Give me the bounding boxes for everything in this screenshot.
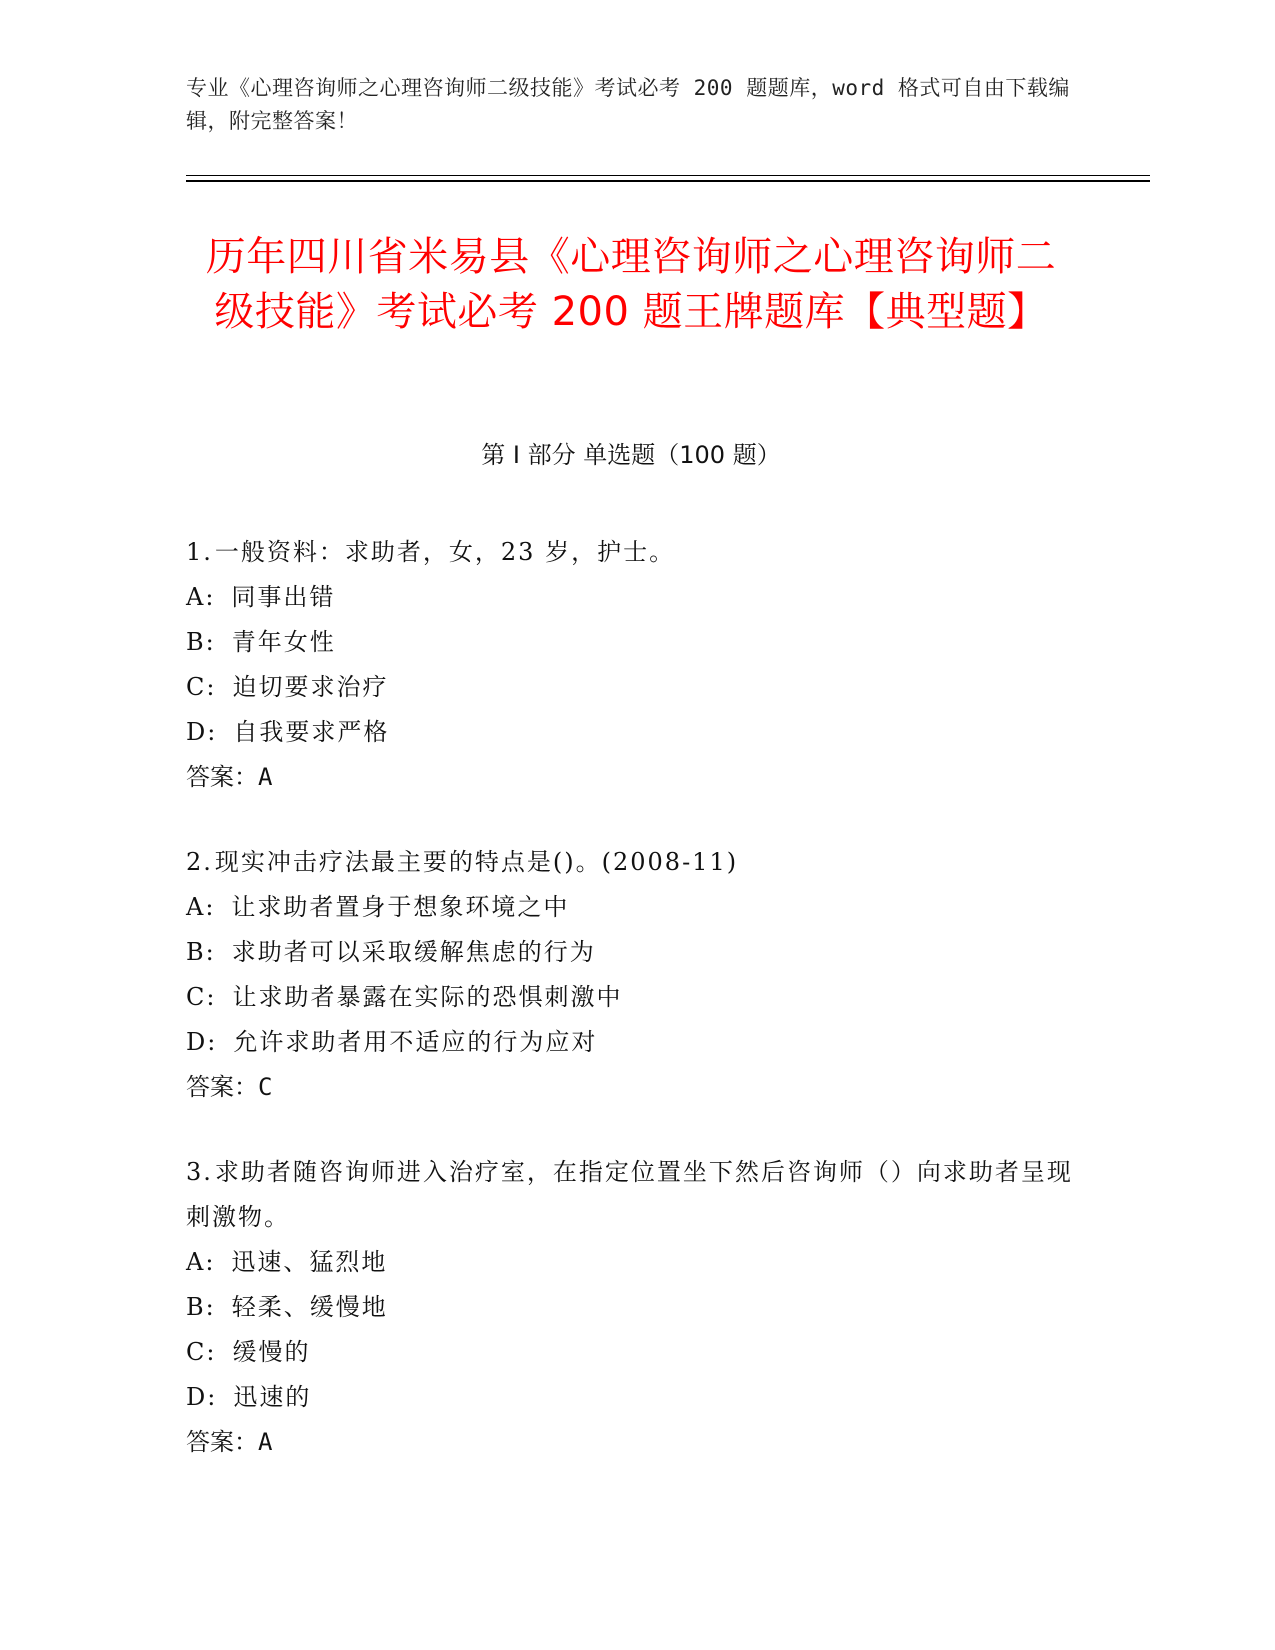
document-title: 历年四川省米易县《心理咨询师之心理咨询师二级技能》考试必考 200 题王牌题库【典型题】 — [205, 234, 1057, 335]
option-letter: A: — [186, 583, 216, 611]
question-number: 1. — [186, 538, 213, 566]
option-a — [186, 1240, 1076, 1285]
option-letter: B: — [186, 1293, 216, 1321]
answer-value: A — [258, 763, 273, 791]
option-d — [186, 1375, 1076, 1420]
question-3 — [186, 1150, 1076, 1465]
option-text: 迅速的 — [233, 1383, 312, 1411]
option-letter: B: — [186, 938, 216, 966]
question-number: 3. — [186, 1158, 213, 1186]
intro-text: 专业《心理咨询师之心理咨询师二级技能》考试必考 200 题题库，word 格式可自由下载编辑，附完整答案！ — [186, 76, 1070, 133]
answer-value: C — [258, 1073, 273, 1101]
option-b — [186, 1285, 1076, 1330]
answer-line — [186, 1420, 1076, 1465]
question-stem — [186, 1150, 1076, 1240]
option-letter: B: — [186, 628, 216, 656]
option-a — [186, 575, 1076, 620]
option-c — [186, 975, 1076, 1020]
option-letter: A: — [186, 893, 216, 921]
option-a — [186, 885, 1076, 930]
question-1 — [186, 530, 1076, 800]
option-text: 求助者可以采取缓解焦虑的行为 — [231, 938, 596, 966]
option-text: 青年女性 — [231, 628, 336, 656]
option-text: 允许求助者用不适应的行为应对 — [233, 1028, 598, 1056]
option-letter: D: — [186, 718, 218, 746]
option-b — [186, 620, 1076, 665]
option-c — [186, 1330, 1076, 1375]
option-text: 轻柔、缓慢地 — [231, 1293, 388, 1321]
header-divider-thick — [186, 180, 1150, 182]
option-letter: A: — [186, 1248, 216, 1276]
option-text: 自我要求严格 — [233, 718, 390, 746]
option-text: 让求助者置身于想象环境之中 — [231, 893, 570, 921]
option-letter: C: — [186, 983, 217, 1011]
answer-label: 答案： — [186, 1428, 258, 1456]
option-d — [186, 1020, 1076, 1065]
option-c — [186, 665, 1076, 710]
question-list — [186, 530, 1076, 1505]
question-text: 一般资料：求助者，女，23 岁，护士。 — [214, 538, 676, 566]
answer-line — [186, 1065, 1076, 1110]
option-text: 缓慢的 — [232, 1338, 311, 1366]
option-letter: D: — [186, 1383, 218, 1411]
question-number: 2. — [186, 848, 213, 876]
option-letter: C: — [186, 673, 217, 701]
question-2 — [186, 840, 1076, 1110]
question-stem — [186, 530, 1076, 575]
option-letter: C: — [186, 1338, 217, 1366]
answer-value: A — [258, 1428, 273, 1456]
question-stem — [186, 840, 1076, 885]
option-text: 让求助者暴露在实际的恐惧刺激中 — [232, 983, 623, 1011]
header-divider-thin — [186, 175, 1150, 176]
option-text: 迫切要求治疗 — [232, 673, 389, 701]
option-d — [186, 710, 1076, 755]
question-text: 求助者随咨询师进入治疗室，在指定位置坐下然后咨询师（）向求助者呈现刺激物。 — [186, 1158, 1073, 1231]
answer-line — [186, 755, 1076, 800]
option-letter: D: — [186, 1028, 218, 1056]
section-heading: 第 I 部分 单选题（100 题） — [481, 441, 781, 469]
question-text: 现实冲击疗法最主要的特点是()。(2008-11) — [214, 848, 739, 876]
option-text: 迅速、猛烈地 — [231, 1248, 388, 1276]
option-b — [186, 930, 1076, 975]
answer-label: 答案： — [186, 1073, 258, 1101]
option-text: 同事出错 — [231, 583, 336, 611]
answer-label: 答案： — [186, 763, 258, 791]
